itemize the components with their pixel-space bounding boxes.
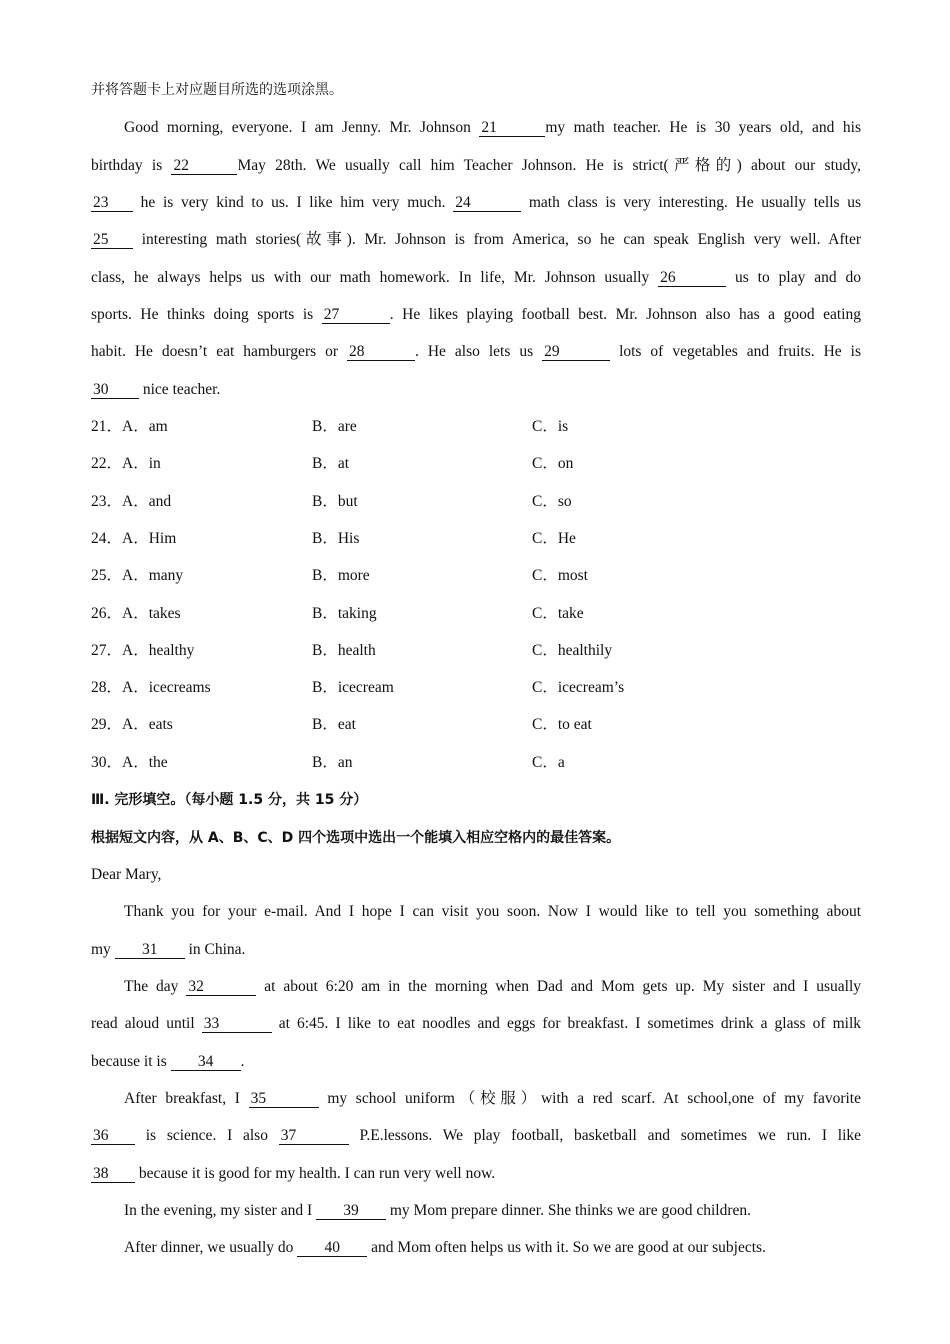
text-segment: my Mom prepare dinner. She thinks we are good children.	[385, 1202, 752, 1219]
option-b: B．taking	[312, 605, 377, 622]
text-segment: because it is	[91, 1053, 171, 1070]
text-segment: and Mom often helps us with it. So we are good at our subjects.	[367, 1239, 766, 1256]
text-segment: is science. I also	[135, 1127, 279, 1144]
option-c: C．most	[532, 567, 588, 584]
option-c: C．take	[532, 605, 584, 622]
option-a: 27．A．healthy	[91, 642, 195, 659]
letter-line-4	[91, 1014, 861, 1034]
blank-28: 28	[347, 343, 415, 361]
text-segment: birthday is	[91, 157, 172, 174]
option-b: B．an	[312, 754, 353, 771]
passage1-line-3	[91, 193, 861, 213]
blank-40: 40	[297, 1239, 367, 1257]
text-segment: because it is good for my health. I can run very well now.	[135, 1165, 496, 1182]
option-a: 25．A．many	[91, 567, 184, 584]
option-c: C．He	[532, 530, 576, 547]
letter-line-7	[91, 1126, 861, 1146]
section-3-instruction: 根据短文内容，从 A、B、C、D 四个选项中选出一个能填入相应空格内的最佳答案。	[91, 830, 621, 846]
option-a: 28．A．icecreams	[91, 679, 211, 696]
passage1-line-6	[91, 305, 861, 325]
text-segment: us to play and do	[726, 269, 861, 286]
blank-37: 37	[279, 1127, 349, 1145]
text-segment: .	[240, 1053, 245, 1070]
text-segment: habit. He doesn’t eat hamburgers or	[91, 343, 347, 360]
option-a: 26．A．takes	[91, 605, 181, 622]
option-c: C．on	[532, 455, 574, 472]
blank-22: 22	[171, 157, 237, 175]
option-b: B．His	[312, 530, 360, 547]
option-b: B．but	[312, 493, 358, 510]
blank-35: 35	[249, 1090, 319, 1108]
text-segment: my	[91, 941, 115, 958]
blank-38: 38	[91, 1165, 135, 1183]
passage1-line-5	[91, 268, 861, 288]
passage1-line-1	[124, 118, 861, 138]
option-b: B．are	[312, 418, 357, 435]
letter-line-1	[124, 902, 861, 922]
option-a: 21．A．am	[91, 418, 168, 435]
option-c: C．is	[532, 418, 569, 435]
blank-33: 33	[202, 1015, 272, 1033]
letter-line-3	[124, 977, 861, 997]
text-segment: . He also lets us	[415, 343, 543, 360]
letter-line-8	[91, 1164, 861, 1184]
text-segment: . He likes playing football best. Mr. Johnson also has a good eating	[389, 306, 861, 323]
text-segment: Thank you for your e-mail. And I hope I can visit you soon. Now I would like to tell you something about	[124, 903, 861, 920]
option-a: 24．A．Him	[91, 530, 177, 547]
option-a: 22．A．in	[91, 455, 161, 472]
blank-25: 25	[91, 231, 133, 249]
letter-line-2	[91, 940, 861, 960]
text-segment: math class is very interesting. He usually tells us	[521, 194, 862, 211]
option-c: C．healthily	[532, 642, 613, 659]
text-segment: at about 6:20 am in the morning when Dad and Mom gets up. My sister and I usually	[256, 978, 861, 995]
option-a: 29．A．eats	[91, 716, 173, 733]
text-segment: sports. He thinks doing sports is	[91, 306, 322, 323]
option-c: C．to eat	[532, 716, 592, 733]
text-segment: Good morning, everyone. I am Jenny. Mr. Johnson	[124, 119, 480, 136]
letter-line-10	[124, 1238, 861, 1258]
text-segment: The day	[124, 978, 187, 995]
text-segment: After dinner, we usually do	[124, 1239, 298, 1256]
text-segment: After breakfast, I	[124, 1090, 249, 1107]
blank-23: 23	[91, 194, 133, 212]
option-b: B．more	[312, 567, 370, 584]
text-segment: in China.	[184, 941, 246, 958]
blank-39: 39	[316, 1202, 386, 1220]
option-c: C．a	[532, 754, 565, 771]
letter-greeting: Dear Mary,	[91, 866, 162, 883]
blank-30: 30	[91, 381, 139, 399]
text-segment: class, he always helps us with our math homework. In life, Mr. Johnson usually	[91, 269, 659, 286]
text-segment: my math teacher. He is 30 years old, and his	[545, 119, 861, 136]
text-segment: P.E.lessons. We play football, basketball and sometimes we run. I like	[348, 1127, 862, 1144]
option-c: C．so	[532, 493, 572, 510]
passage1-line-4	[91, 230, 861, 250]
option-a: 30．A．the	[91, 754, 168, 771]
blank-34: 34	[171, 1053, 241, 1071]
blank-21: 21	[479, 119, 545, 137]
option-b: B．health	[312, 642, 376, 659]
text-segment: he is very kind to us. I like him very much.	[133, 194, 454, 211]
passage1-line-2	[91, 156, 861, 176]
blank-32: 32	[186, 978, 256, 996]
passage1-line-7	[91, 342, 861, 362]
text-segment: nice teacher.	[139, 381, 221, 398]
blank-29: 29	[542, 343, 610, 361]
blank-31: 31	[115, 941, 185, 959]
letter-line-5	[91, 1052, 861, 1072]
option-b: B．icecream	[312, 679, 394, 696]
passage1-line-8	[91, 380, 861, 400]
text-segment: In the evening, my sister and I	[124, 1202, 316, 1219]
text-segment: May 28th. We usually call him Teacher Johnson. He is strict(严格的) about our study,	[237, 157, 861, 174]
letter-line-6	[124, 1089, 861, 1109]
option-a: 23．A．and	[91, 493, 172, 510]
blank-26: 26	[658, 269, 726, 287]
blank-24: 24	[453, 194, 521, 212]
text-segment: interesting math stories(故事). Mr. Johnson is from America, so he can speak English very well. After	[133, 231, 861, 248]
text-segment: at 6:45. I like to eat noodles and eggs for breakfast. I sometimes drink a glass of milk	[271, 1015, 861, 1032]
letter-line-9	[124, 1201, 861, 1221]
text-segment: read aloud until	[91, 1015, 202, 1032]
blank-27: 27	[322, 306, 390, 324]
option-b: B．eat	[312, 716, 356, 733]
section-3-title: Ⅲ. 完形填空。（每小题 1.5 分，共 15 分）	[91, 792, 368, 808]
blank-36: 36	[91, 1127, 135, 1145]
text-segment: lots of vegetables and fruits. He is	[610, 343, 861, 360]
intro-line: 并将答题卡上对应题目所选的选项涂黑。	[91, 82, 343, 98]
text-segment: my school uniform（校服）with a red scarf. At school,one of my favorite	[318, 1090, 861, 1107]
option-c: C．icecream’s	[532, 679, 625, 696]
option-b: B．at	[312, 455, 350, 472]
